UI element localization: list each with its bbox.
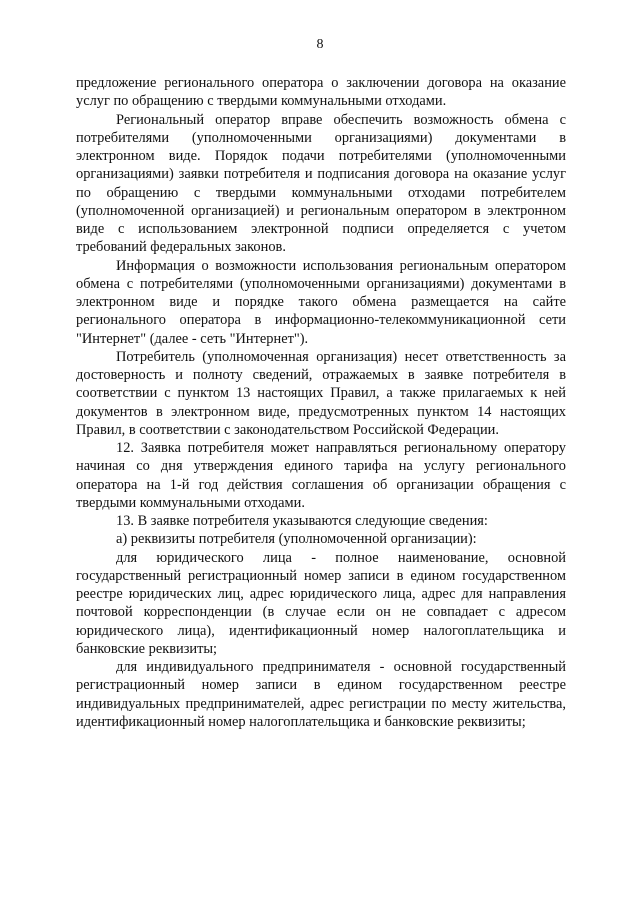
paragraph-individual-entrepreneur: для индивидуального предпринимателя - основной государственный регистрационный номер записи в едином государственном реестре индивидуальных предпринимателей, адрес регистрации по месту жительства, идентификационный номер налогоплательщика и банковские реквизиты; — [76, 659, 566, 730]
paragraph-consumer-responsibility: Потребитель (уполномоченная организация) несет ответственность за достоверность и полноту сведений, отражаемых в заявке потребителя в соответствии с пунктом 13 настоящих Правил, а также прилагаемых к ней документов в электронном виде, предусмотренных пунктом 14 настоящих Правил, в соответствии с законодательством Российской Федерации. — [76, 348, 566, 438]
paragraph-clause-13: 13. В заявке потребителя указываются следующие сведения: — [116, 513, 488, 529]
document-body — [76, 74, 566, 731]
page-number: 8 — [316, 37, 324, 52]
paragraph-continuation: предложение регионального оператора о заключении договора на оказание услуг по обращению с твердыми коммунальными отходами. — [76, 75, 566, 110]
paragraph-electronic-exchange: Региональный оператор вправе обеспечить возможность обмена с потребителями (уполномоченными организациями) документами в электронном виде. Порядок подачи потребителями (уполномоченными организациями) заявки потребителя и подписания договора на оказание услуг по обращению с твердыми коммунальными отходами потребителем (уполномоченной организацией) и региональным оператором в электронном виде с использованием электронной подписи определяется с учетом требований федеральных законов. — [76, 111, 566, 256]
paragraph-item-a: а) реквизиты потребителя (уполномоченной организации): — [116, 531, 477, 548]
paragraph-clause-12: 12. Заявка потребителя может направляться региональному оператору начиная со дня утверждения единого тарифа на услугу регионального оператора на 1-й год действия соглашения об организации обращения с твердыми коммунальными отходами. — [76, 440, 566, 511]
paragraph-legal-entity: для юридического лица - полное наименование, основной государственный регистрационный номер записи в едином государственном реестре юридических лиц, адрес юридического лица, адрес для направления почтовой корреспонденции (в случае если он не совпадает с адресом юридического лица), идентификационный номер налогоплательщика и банковские реквизиты; — [76, 549, 566, 657]
paragraph-exchange-information: Информация о возможности использования региональным оператором обмена с потребителями (уполномоченными организациями) документами в электронном виде и порядке такого обмена размещается на сайте регионального оператора в информационно-телекоммуникационной сети "Интернет" (далее - сеть "Интернет"). — [76, 257, 566, 347]
